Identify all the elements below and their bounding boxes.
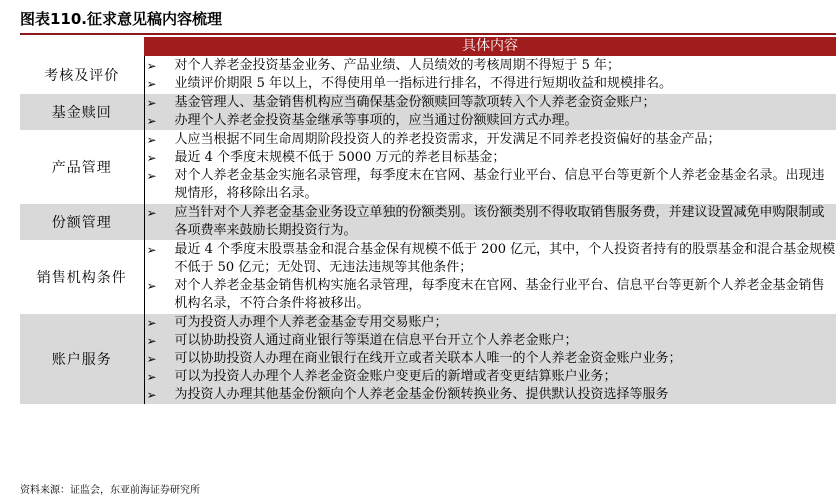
list-item xyxy=(145,368,837,386)
arrow-bullet-icon: ➢ xyxy=(146,206,157,220)
list-item xyxy=(145,386,837,404)
figure-title: 图表110.征求意见稿内容梳理 xyxy=(20,10,223,28)
arrow-bullet-icon: ➢ xyxy=(146,59,157,73)
row-content xyxy=(144,94,836,131)
row-content xyxy=(144,314,836,405)
list-item xyxy=(145,277,837,313)
arrow-bullet-icon: ➢ xyxy=(146,133,157,147)
list-item xyxy=(145,131,837,149)
list-item xyxy=(145,94,837,112)
arrow-bullet-icon: ➢ xyxy=(146,334,157,348)
list-item-text: 办理个人养老金投资基金继承等事项的，应当通过份额赎回方式办理。 xyxy=(174,113,578,128)
list-item-text: 对个人养老金投资基金业务、产品业绩、人员绩效的考核周期不得短于 5 年； xyxy=(174,58,621,73)
arrow-bullet-icon: ➢ xyxy=(146,352,157,366)
table-body xyxy=(20,57,836,405)
list-item xyxy=(145,350,837,368)
table-row xyxy=(20,57,836,94)
arrow-bullet-icon: ➢ xyxy=(146,279,157,293)
header-category-cell xyxy=(20,37,144,57)
row-category: 考核及评价 xyxy=(20,57,144,94)
list-item xyxy=(145,57,837,75)
list-item-text: 为投资人办理其他基金份额向个人养老金基金份额转换业务、提供默认投资选择等服务 xyxy=(174,387,669,402)
table-row xyxy=(20,314,836,405)
arrow-bullet-icon: ➢ xyxy=(146,169,157,183)
header-content-cell: 具体内容 xyxy=(144,37,836,57)
arrow-bullet-icon: ➢ xyxy=(146,316,157,330)
list-item xyxy=(145,149,837,167)
list-item xyxy=(145,332,837,350)
table-row xyxy=(20,241,836,314)
arrow-bullet-icon: ➢ xyxy=(146,96,157,110)
row-category: 销售机构条件 xyxy=(20,241,144,314)
list-item-text: 对个人养老金基金实施名录管理，每季度末在官网、基金行业平台、信息平台等更新个人养老金基金名录。出现违规情形，将移除出名录。 xyxy=(174,168,825,201)
list-item xyxy=(145,204,837,240)
list-item-text: 基金管理人、基金销售机构应当确保基金份额赎回等款项转入个人养老金资金账户； xyxy=(174,95,656,110)
row-category: 产品管理 xyxy=(20,131,144,204)
row-content xyxy=(144,57,836,94)
table-row xyxy=(20,94,836,131)
list-item-text: 可为投资人办理个人养老金基金专用交易账户； xyxy=(174,315,448,330)
table-row xyxy=(20,204,836,241)
list-item-text: 业绩评价期限 5 年以上，不得使用单一指标进行排名，不得进行短期收益和规模排名。 xyxy=(174,76,673,91)
row-content xyxy=(144,241,836,314)
list-item-text: 最近 4 个季度末规模不低于 5000 万元的养老目标基金； xyxy=(174,150,506,165)
arrow-bullet-icon: ➢ xyxy=(146,151,157,165)
arrow-bullet-icon: ➢ xyxy=(146,243,157,257)
list-item xyxy=(145,241,837,277)
list-item-text: 人应当根据不同生命周期阶段投资人的养老投资需求，开发满足不同养老投资偏好的基金产品； xyxy=(174,132,721,147)
title-rule xyxy=(20,33,836,35)
list-item-text: 对个人养老金基金销售机构实施名录管理，每季度末在官网、基金行业平台、信息平台等更新个人养老金基金销售机构名录，不符合条件将被移出。 xyxy=(174,278,825,311)
row-content xyxy=(144,204,836,241)
list-item-text: 可以协助投资人办理在商业银行在线开立或者关联本人唯一的个人养老金资金账户业务； xyxy=(174,351,682,366)
row-category: 账户服务 xyxy=(20,314,144,405)
arrow-bullet-icon: ➢ xyxy=(146,77,157,91)
list-item xyxy=(145,75,837,93)
arrow-bullet-icon: ➢ xyxy=(146,370,157,384)
list-item xyxy=(145,314,837,332)
content-table xyxy=(20,37,836,404)
list-item-text: 可以为投资人办理个人养老金资金账户变更后的新增或者变更结算账户业务； xyxy=(174,369,617,384)
list-item-text: 最近 4 个季度末股票基金和混合基金保有规模不低于 200 亿元，其中，个人投资者持有的股票基金和混合基金规模不低于 50 亿元；无处罚、无违法违规等其他条件； xyxy=(174,242,836,275)
arrow-bullet-icon: ➢ xyxy=(146,114,157,128)
row-category: 份额管理 xyxy=(20,204,144,241)
arrow-bullet-icon: ➢ xyxy=(146,388,157,402)
row-category: 基金赎回 xyxy=(20,94,144,131)
table-header-row xyxy=(20,37,836,57)
list-item-text: 可以协助投资人通过商业银行等渠道在信息平台开立个人养老金账户； xyxy=(174,333,578,348)
row-content xyxy=(144,131,836,204)
list-item-text: 应当针对个人养老金基金业务设立单独的份额类别。该份额类别不得收取销售服务费，并建议设置减免申购限制或各项费率来鼓励长期投资行为。 xyxy=(174,205,825,238)
list-item xyxy=(145,167,837,203)
list-item xyxy=(145,112,837,130)
source-note: 资料来源：证监会，东亚前海证券研究所 xyxy=(20,485,200,496)
table-row xyxy=(20,131,836,204)
